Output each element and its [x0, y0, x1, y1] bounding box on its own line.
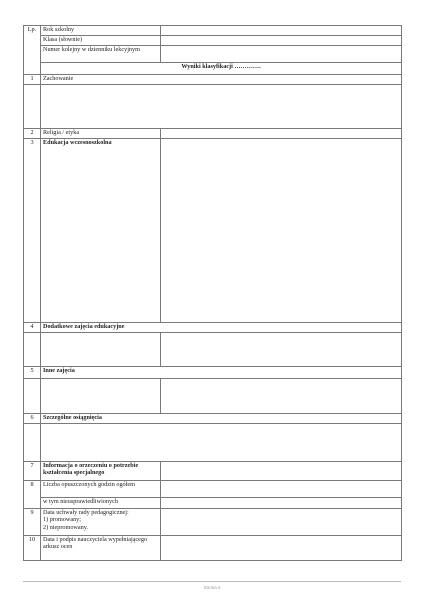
promoted-option[interactable]: 1) promowany;	[43, 516, 81, 524]
religion-label: Religia / etyka	[41, 129, 161, 139]
school-year-label: Rok szkolny	[41, 26, 161, 36]
row-number: 8	[24, 481, 41, 509]
resolution-date-label: Data uchwały rady pedagogicznej:	[43, 509, 129, 516]
religion-field[interactable]	[161, 129, 402, 139]
row-number: 3	[24, 139, 41, 323]
behavior-label: Zachowanie	[41, 75, 402, 85]
row-number: 1	[24, 75, 41, 85]
achievements-field[interactable]	[41, 424, 402, 462]
additional-classes-label: Dodatkowe zajęcia edukacyjne	[41, 323, 402, 333]
early-education-label: Edukacja wczesnoszkolna	[41, 139, 161, 323]
early-education-field[interactable]	[161, 139, 402, 323]
special-education-field[interactable]	[161, 462, 402, 481]
absences-unexcused-field[interactable]	[161, 498, 402, 509]
footer-divider	[23, 581, 401, 582]
register-number-field[interactable]	[161, 46, 402, 63]
row-number: 4	[24, 323, 41, 333]
not-promoted-option[interactable]: 2) niepromowany.	[43, 523, 88, 531]
resolution-cell	[41, 509, 161, 536]
row-number: 5	[24, 367, 41, 379]
classification-results-heading: Wyniki klasyfikacji ………….	[41, 63, 402, 75]
school-year-field[interactable]	[161, 26, 402, 36]
absences-unexcused-label: w tym nieusprawiedliwionych	[41, 498, 161, 509]
row-number: 7	[24, 462, 41, 481]
other-classes-label: Inne zajęcia	[41, 367, 402, 379]
teacher-signature-label: Data i podpis nauczyciela wypełniającego arkusz ocen	[41, 536, 161, 561]
achievements-label: Szczególne osiągnięcia	[41, 414, 402, 424]
other-classes-name-field[interactable]	[41, 379, 161, 414]
special-education-label: Informacja o orzeczeniu o potrzebie kształcenia specjalnego	[41, 462, 161, 481]
absences-total-label: Liczba opuszczonych godzin ogółem	[41, 481, 161, 498]
class-field[interactable]	[161, 36, 402, 46]
row-number: 10	[24, 536, 41, 561]
absences-total-field[interactable]	[161, 481, 402, 498]
other-classes-grade-field[interactable]	[161, 379, 402, 414]
row-number: 9	[24, 509, 41, 536]
row-number: 2	[24, 129, 41, 139]
teacher-signature-field[interactable]	[161, 536, 402, 561]
behavior-field[interactable]	[41, 85, 402, 129]
classification-table	[23, 25, 402, 561]
page-number: Strona 4	[203, 585, 221, 590]
register-number-label: Numer kolejny w dzienniku lekcyjnym	[41, 46, 161, 63]
additional-classes-grade-field[interactable]	[161, 333, 402, 367]
class-label: Klasa (słownie)	[41, 36, 161, 46]
lp-header: Lp.	[24, 26, 41, 75]
row-number: 6	[24, 414, 41, 424]
resolution-field[interactable]	[161, 509, 402, 536]
additional-classes-name-field[interactable]	[41, 333, 161, 367]
